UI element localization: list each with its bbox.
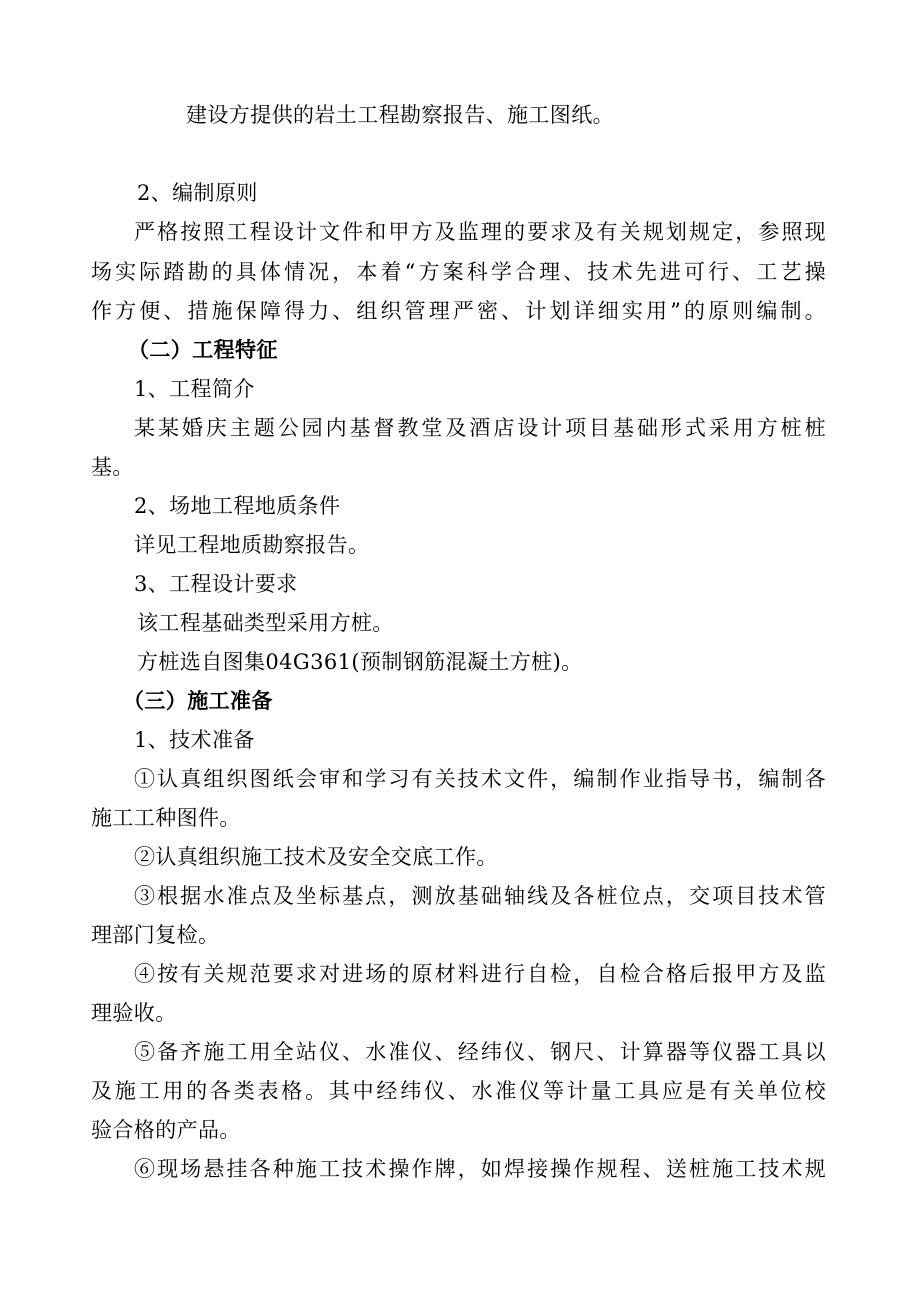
text-line: 验合格的产品。 bbox=[91, 1118, 241, 1142]
text-line: 场实际踏勘的具体情况，本着“方案科学合理、技术先进可行、工艺操 bbox=[91, 260, 826, 284]
chapter-heading: （三）施工准备 bbox=[123, 689, 273, 713]
text-line: ①认真组织图纸会审和学习有关技术文件，编制作业指导书，编制各 bbox=[134, 767, 826, 791]
text-line: 详见工程地质勘察报告。 bbox=[134, 533, 370, 557]
text-line: 该工程基础类型采用方桩。 bbox=[137, 611, 394, 635]
text-line: 建设方提供的岩土工程勘察报告、施工图纸。 bbox=[186, 103, 614, 127]
text-line: 方桩选自图集04G361(预制钢筋混凝土方桩)。 bbox=[137, 650, 583, 674]
text-line: ⑥现场悬挂各种施工技术操作牌，如焊接操作规程、送桩施工技术规 bbox=[134, 1157, 826, 1181]
text-line: 严格按照工程设计文件和甲方及监理的要求及有关规划规定，参照现 bbox=[134, 220, 826, 244]
text-line: 某某婚庆主题公园内基督教堂及酒店设计项目基础形式采用方桩桩 bbox=[134, 416, 826, 440]
text-line: ⑤备齐施工用全站仪、水准仪、经纬仪、钢尺、计算器等仪器工具以 bbox=[134, 1040, 826, 1064]
text-line: 及施工用的各类表格。其中经纬仪、水准仪等计量工具应是有关单位校 bbox=[91, 1079, 826, 1103]
chapter-heading: （二）工程特征 bbox=[128, 338, 278, 362]
section-heading: 2、编制原则 bbox=[137, 181, 258, 205]
text-line: 施工工种图件。 bbox=[91, 806, 241, 830]
text-line: 作方便、措施保障得力、组织管理严密、计划详细实用”的原则编制。 bbox=[91, 299, 826, 323]
text-line: 理验收。 bbox=[91, 1001, 177, 1025]
section-heading: 1、技术准备 bbox=[134, 728, 255, 752]
section-heading: 3、工程设计要求 bbox=[134, 572, 298, 596]
text-line: ④按有关规范要求对进场的原材料进行自检，自检合格后报甲方及监 bbox=[134, 962, 826, 986]
text-line: ②认真组织施工技术及安全交底工作。 bbox=[134, 845, 498, 869]
section-heading: 1、工程简介 bbox=[134, 377, 255, 401]
text-line: 基。 bbox=[91, 455, 134, 479]
text-line: ③根据水准点及坐标基点，测放基础轴线及各桩位点，交项目技术管 bbox=[134, 884, 826, 908]
text-line: 理部门复检。 bbox=[91, 923, 220, 947]
section-heading: 2、场地工程地质条件 bbox=[134, 494, 341, 518]
